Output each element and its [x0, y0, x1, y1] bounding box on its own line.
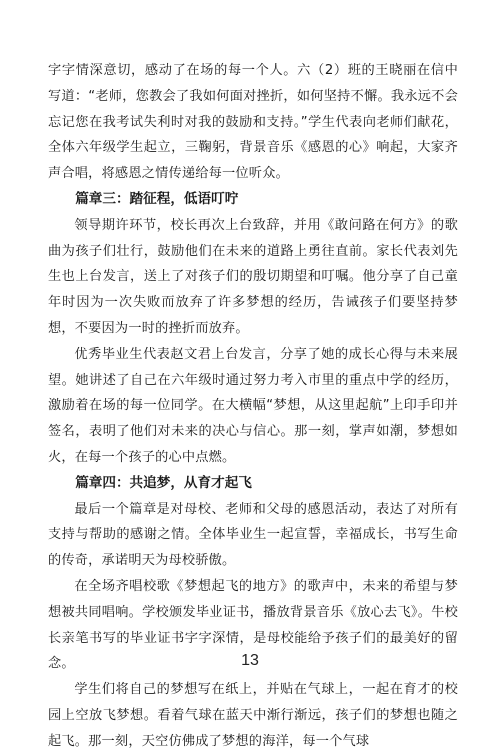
paragraph-gratitude-activity: 最后一个篇章是对母校、老师和父母的感恩活动，表达了对所有支持与帮助的感谢之情。全体毕业生一起宣誓，幸福成长，书写生命的传奇，承诺明天为母校骄傲。: [48, 501, 458, 569]
page-number: 13: [241, 652, 259, 669]
section-heading-chapter-four: 篇章四：共追梦，从育才起飞: [75, 474, 252, 491]
document-body: [48, 58, 458, 755]
paragraph-school-song: 在全场齐唱校歌《梦想起飞的地方》的歌声中，未来的希望与梦想被共同唱响。学校颁发毕业证书，播放背景音乐《放心去飞》。牛校长亲笔书写的毕业证书字字深情，是母校能给予孩子们的最美好的留念。: [48, 578, 458, 672]
section-heading-chapter-three: 篇章三：踏征程，低语叮咛: [75, 190, 239, 207]
paragraph-principal-speech: 领导期许环节，校长再次上台致辞，并用《敢问路在何方》的歌曲为孩子们壮行，鼓励他们在未来的道路上勇往直前。家长代表刘先生也上台发言，送上了对孩子们的殷切期望和叮嘱。他分享了自己童年时因为一次失败而放弃了许多梦想的经历，告诫孩子们要坚持梦想，不要因为一时的挫折而放弃。: [48, 217, 458, 336]
paragraph-letter-quote: 字字情深意切，感动了在场的每一个人。六（2）班的王晓丽在信中写道：“老师，您教会了我如何面对挫折，如何坚持不懈。我永远不会忘记您在我考试失利时对我的鼓励和支持。”学生代表向老师们献花，全体六年级学生起立，三鞠躬，背景音乐《感恩的心》响起，大家齐声合唱，将感恩之情传递给每一位听众。: [48, 63, 458, 182]
paragraph-graduate-speech: 优秀毕业生代表赵文君上台发言，分享了她的成长心得与未来展望。她讲述了自己在六年级时通过努力考入市里的重点中学的经历，激励着在场的每一位同学。在大横幅“梦想，从这里起航”上印手印并签名，表明了他们对未来的决心与信心。那一刻，掌声如潮，梦想如火，在每一个孩子的心中点燃。: [48, 346, 458, 465]
paragraph-balloon-release: 学生们将自己的梦想写在纸上，并贴在气球上，一起在育才的校园上空放飞梦想。看着气球在蓝天中渐行渐远，孩子们的梦想也随之起飞。那一刻，天空仿佛成了梦想的海洋，每一个气球: [48, 682, 458, 749]
